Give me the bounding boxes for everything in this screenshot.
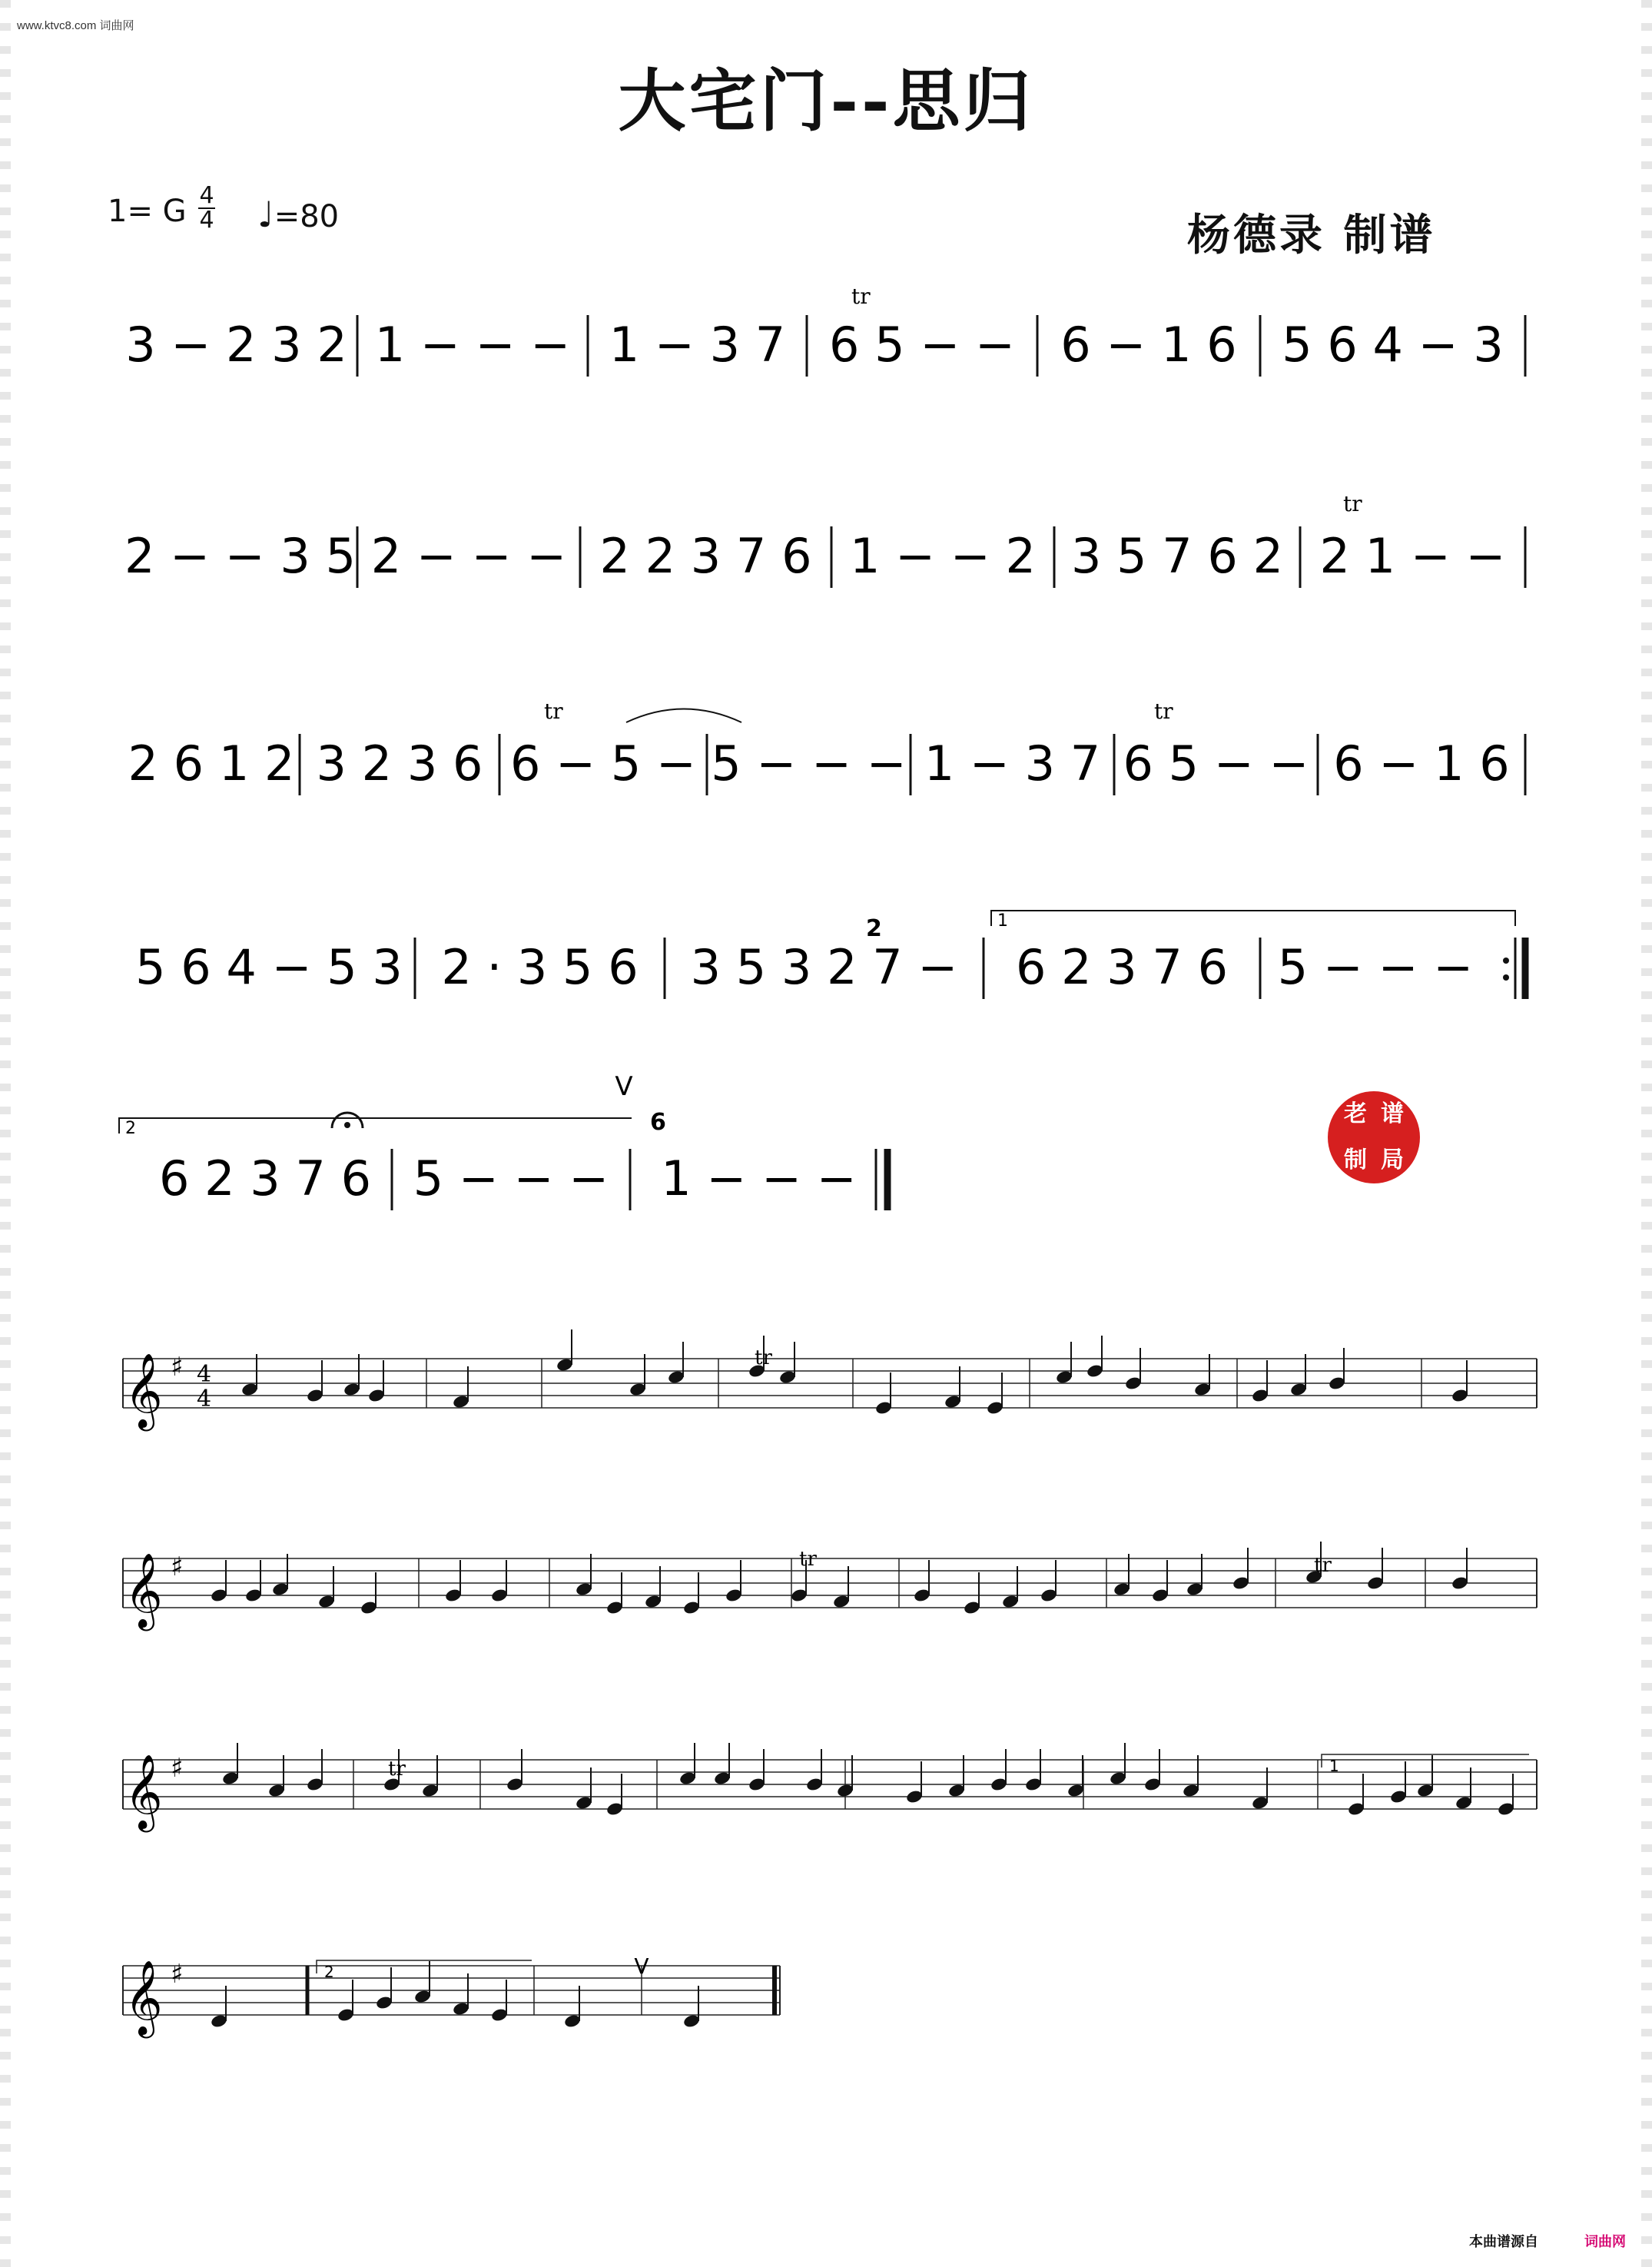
- site-url: www.ktvc8.com 词曲网: [17, 19, 134, 32]
- jianpu-bar-5-3: 1 − − −: [661, 1150, 857, 1207]
- jianpu-bar-2-6: 2 1 − −: [1319, 528, 1506, 584]
- jianpu-bar-4-3: 3 5 3 2 7 −: [690, 939, 958, 995]
- volta-1-bracket: [991, 911, 1515, 926]
- jianpu-bar-1-1: 3 − 2 3 2: [125, 317, 347, 373]
- staff-trill-mark: tr: [755, 1346, 772, 1369]
- staff-time-bottom: 4: [197, 1386, 212, 1412]
- jianpu-bar-3-6: 6 5 − −: [1123, 735, 1309, 792]
- jianpu-bar-4-4: 6 2 3 7 6: [1015, 939, 1229, 995]
- footer-source: 本曲谱源自: [1469, 2234, 1538, 2250]
- page-title: 大宅门--思归: [618, 61, 1034, 141]
- treble-clef-icon: 𝄞: [124, 1754, 163, 1829]
- jianpu-bar-2-4: 1 − − 2: [850, 528, 1036, 584]
- staff-trill-mark: tr: [799, 1548, 817, 1571]
- staff-trill-mark: tr: [388, 1758, 406, 1781]
- staff-volta-2-label: 2: [324, 1963, 334, 1981]
- time-bottom: 4: [199, 207, 214, 234]
- breath-mark: V: [615, 1071, 633, 1102]
- quarter-note-icon: ♩: [257, 194, 274, 235]
- trill-mark: tr: [544, 699, 563, 724]
- treble-clef-icon: 𝄞: [124, 1960, 163, 2035]
- tempo-value: =80: [274, 199, 340, 234]
- jianpu-bar-4-1: 5 6 4 − 5 3: [135, 939, 403, 995]
- staff-volta-1-label: 1: [1329, 1757, 1339, 1775]
- jianpu-bar-3-3: 6 − 5 −: [510, 735, 696, 792]
- jianpu-bar-1-2: 1 − − −: [374, 317, 571, 373]
- volta-2-label: 2: [125, 1119, 136, 1138]
- fermata-dot: [344, 1122, 350, 1128]
- repeat-dot: [1503, 974, 1509, 981]
- jianpu-bar-2-1: 2 − − 3 5: [124, 528, 357, 584]
- jianpu-bar-4-5: 5 − − −: [1277, 939, 1474, 995]
- tie-slur: [626, 709, 741, 723]
- grace-note: 6: [650, 1109, 666, 1136]
- key-signature: 1= G: [108, 194, 187, 229]
- staff-volta-1: [1322, 1754, 1529, 1767]
- key-sharp-icon: ♯: [171, 1552, 184, 1582]
- jianpu-bar-3-1: 2 6 1 2: [128, 735, 295, 792]
- treble-clef-icon: 𝄞: [124, 1353, 163, 1428]
- jianpu-bar-3-5: 1 − 3 7: [924, 735, 1101, 792]
- volta-1-label: 1: [997, 911, 1008, 931]
- staff-breath-mark: V: [634, 1953, 649, 1979]
- key-sharp-icon: ♯: [171, 1959, 184, 1990]
- volta-2-bracket: [119, 1118, 632, 1134]
- trill-mark: tr: [851, 284, 871, 309]
- jianpu-bar-5-1: 6 2 3 7 6: [158, 1150, 372, 1207]
- time-top: 4: [199, 182, 214, 209]
- treble-clef-icon: 𝄞: [124, 1552, 163, 1628]
- trill-mark: tr: [1154, 699, 1173, 724]
- jianpu-bar-4-2: 2 · 3 5 6: [441, 939, 639, 995]
- arranger-credit: 杨德录 制谱: [1187, 210, 1436, 261]
- jianpu-bar-1-6: 5 6 4 − 3: [1282, 317, 1504, 373]
- jianpu-bar-1-5: 6 − 1 6: [1060, 317, 1237, 373]
- key-sharp-icon: ♯: [171, 1352, 184, 1382]
- seal-stamp-icon: 老 谱 制 局: [1328, 1091, 1420, 1183]
- grace-note: 2: [866, 915, 882, 942]
- jianpu-bar-2-3: 2 2 3 7 6: [599, 528, 812, 584]
- jianpu-bar-5-2: 5 − − −: [413, 1150, 609, 1207]
- jianpu-bar-3-7: 6 − 1 6: [1333, 735, 1510, 792]
- jianpu-bar-2-5: 3 5 7 6 2: [1070, 528, 1284, 584]
- staff-time-top: 4: [197, 1361, 212, 1388]
- jianpu-bar-3-4: 5 − − −: [711, 735, 907, 792]
- jianpu-bar-1-3: 1 − 3 7: [609, 317, 786, 373]
- key-sharp-icon: ♯: [171, 1753, 184, 1784]
- staff-trill-mark: tr: [1314, 1554, 1332, 1577]
- trill-mark: tr: [1343, 491, 1362, 516]
- footer-site: 词曲网: [1584, 2234, 1626, 2250]
- jianpu-bar-3-2: 3 2 3 6: [316, 735, 483, 792]
- repeat-dot: [1503, 958, 1509, 964]
- jianpu-bar-2-2: 2 − − −: [370, 528, 567, 584]
- staff-volta-2: [317, 1960, 532, 1973]
- jianpu-bar-1-4: 6 5 − −: [829, 317, 1015, 373]
